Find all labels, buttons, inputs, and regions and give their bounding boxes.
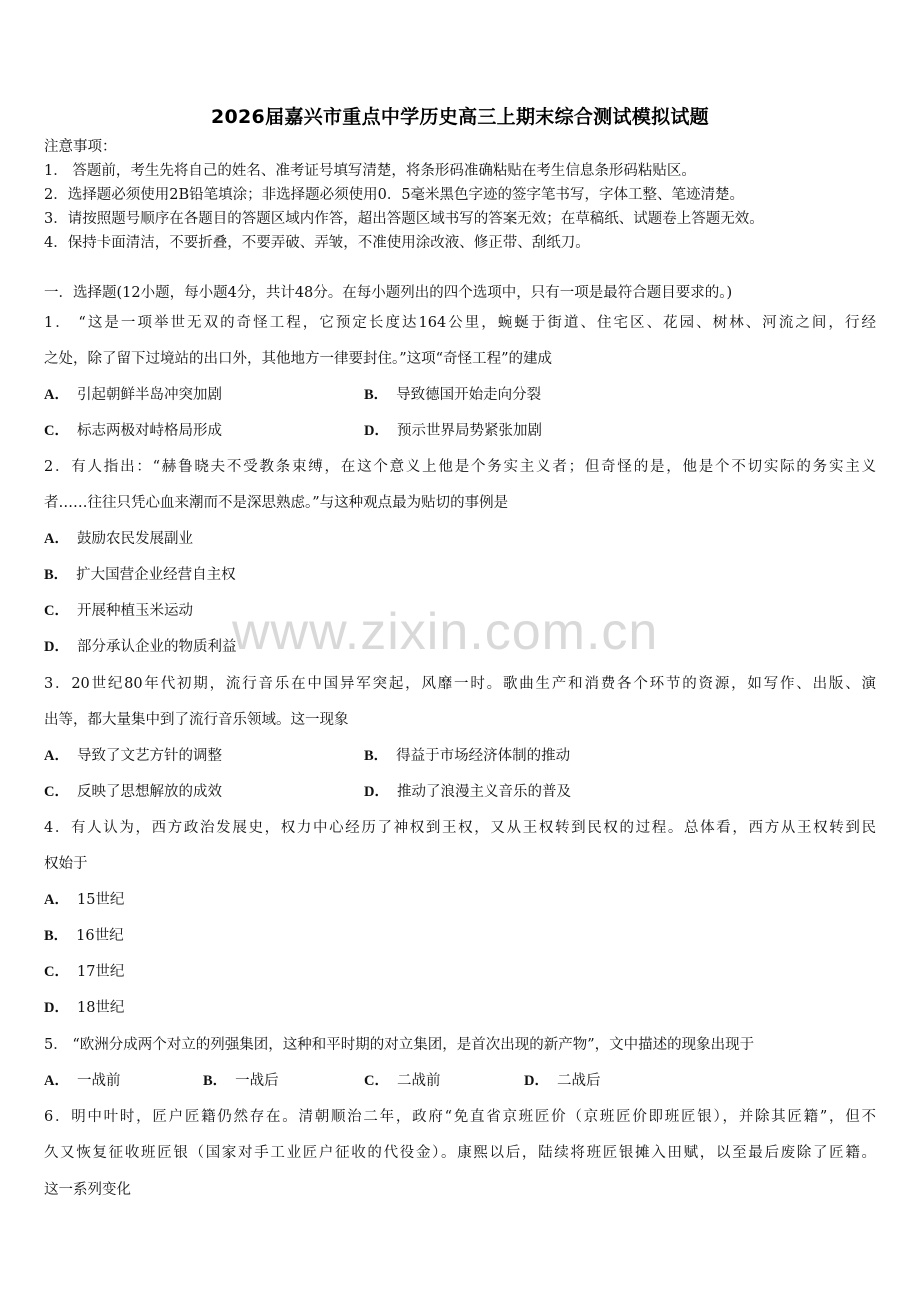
question-2-option-b: B． 扩大国营企业经营自主权: [44, 567, 236, 583]
question-2-option-a: A． 鼓励农民发展副业: [44, 531, 193, 547]
question-5-option-c: C． 二战前: [364, 1073, 441, 1089]
question-6-stem-line-3: 这一系列变化: [44, 1182, 131, 1198]
question-5-option-b: B． 一战后: [203, 1073, 279, 1089]
notice-item-1: 1． 答题前，考生先将自己的姓名、准考证号填写清楚，将条形码准确粘贴在考生信息条形码粘贴区。: [44, 163, 696, 179]
question-1-option-b: B． 导致德国开始走向分裂: [364, 387, 542, 403]
question-6-stem-line-2: 久又恢复征收班匠银（国家对手工业匠户征收的代役金）。康熙以后，陆续将班匠银摊入田赋，以至最后废除了匠籍。: [44, 1145, 876, 1161]
question-1-option-c: C． 标志两极对峙格局形成: [44, 423, 222, 439]
question-5-option-a: A． 一战前: [44, 1073, 121, 1089]
question-2-stem-line-2: 者……往往只凭心血来潮而不是深思熟虑。”与这种观点最为贴切的事例是: [44, 495, 509, 511]
question-4-option-c: C． 17世纪: [44, 964, 125, 980]
question-4-stem-line-1: 4．有人认为，西方政治发展史，权力中心经历了神权到王权，又从王权转到民权的过程。总体看，西方从王权转到民: [44, 820, 876, 836]
question-3-option-a: A． 导致了文艺方针的调整: [44, 748, 222, 764]
watermark: www.zixin.com.cn: [232, 603, 659, 661]
question-4-option-b: B． 16世纪: [44, 928, 124, 944]
question-2-stem-line-1: 2．有人指出：“赫鲁晓夫不受教条束缚，在这个意义上他是个务实主义者；但奇怪的是，他是个不切实际的务实主义: [44, 459, 876, 475]
notice-item-4: 4．保持卡面清洁，不要折叠，不要弄破、弄皱，不准使用涂改液、修正带、刮纸刀。: [44, 235, 590, 251]
question-4-option-d: D． 18世纪: [44, 1000, 125, 1016]
question-4-stem-line-2: 权始于: [44, 856, 88, 872]
question-4-option-a: A． 15世纪: [44, 892, 125, 908]
question-3-option-c: C． 反映了思想解放的成效: [44, 784, 222, 800]
question-6-stem-line-1: 6．明中叶时，匠户匠籍仍然存在。清朝顺治二年，政府“免直省京班匠价（京班匠价即班匠银），并除其匠籍”，但不: [44, 1109, 876, 1125]
section-heading: 一．选择题(12小题，每小题4分，共计48分。在每小题列出的四个选项中，只有一项是最符合题目要求的。): [44, 285, 733, 301]
question-3-stem-line-2: 出等，都大量集中到了流行音乐领域。这一现象: [44, 712, 349, 728]
question-3-option-d: D． 推动了浪漫主义音乐的普及: [364, 784, 571, 800]
notice-item-2: 2．选择题必须使用2B铅笔填涂；非选择题必须使用0．5毫米黑色字迹的签字笔书写，字体工整、笔迹清楚。: [44, 187, 745, 203]
question-2-option-d: D． 部分承认企业的物质利益: [44, 639, 237, 655]
question-1-option-d: D． 预示世界局势紧张加剧: [364, 423, 542, 439]
notice-heading: 注意事项：: [44, 139, 117, 155]
question-2-option-c: C． 开展种植玉米运动: [44, 603, 193, 619]
question-1-stem-line-2: 之处，除了留下过境站的出口外，其他地方一律要封住。”这项“奇怪工程”的建成: [44, 351, 552, 367]
page-title: 2026届嘉兴市重点中学历史高三上期末综合测试模拟试题: [211, 106, 709, 128]
question-5-option-d: D． 二战后: [524, 1073, 601, 1089]
question-1-option-a: A． 引起朝鲜半岛冲突加剧: [44, 387, 222, 403]
question-3-stem-line-1: 3．20世纪80年代初期，流行音乐在中国异军突起，风靡一时。歌曲生产和消费各个环节的资源，如写作、出版、演: [44, 676, 876, 692]
question-5-stem-line-1: 5． “欧洲分成两个对立的列强集团，这种和平时期的对立集团，是首次出现的新产物”，文中描述的现象出现于: [44, 1037, 755, 1053]
question-3-option-b: B． 得益于市场经济体制的推动: [364, 748, 571, 764]
notice-item-3: 3．请按照题号顺序在各题目的答题区域内作答，超出答题区域书写的答案无效；在草稿纸、试题卷上答题无效。: [44, 211, 764, 227]
question-1-stem-line-1: 1． “这是一项举世无双的奇怪工程，它预定长度达164公里，蜿蜒于街道、住宅区、花园、树林、河流之间，行经: [44, 315, 876, 331]
